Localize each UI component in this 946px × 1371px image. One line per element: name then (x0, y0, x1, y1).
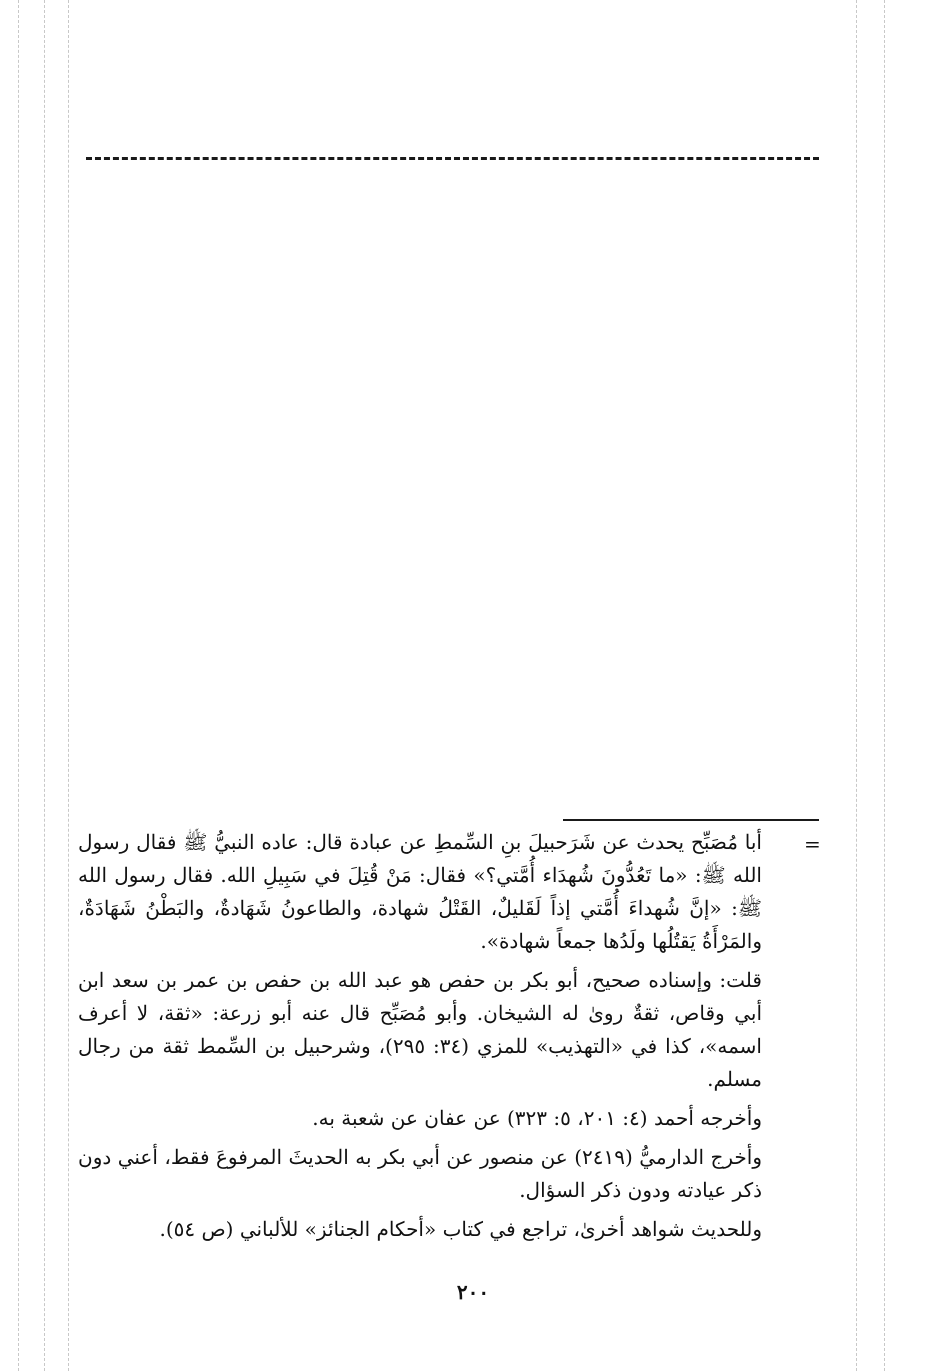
footnote-paragraph: وأخرج الدارميُّ (٢٤١٩) عن منصور عن أبي بكر به الحديثَ المرفوعَ فقط، أعني دون ذكر عيادته ودون ذكر السؤال. (78, 1145, 762, 1202)
footnote-paragraph: وأخرجه أحمد (٤: ٢٠١، ٥: ٣٢٣) عن عفان عن شعبة به. (312, 1106, 762, 1130)
scan-artifact-line (68, 0, 69, 1371)
scan-artifact-line (44, 0, 45, 1371)
scan-artifact-line (884, 0, 885, 1371)
page-number: ٢٠٠ (456, 1280, 490, 1304)
footnote-block (78, 826, 762, 1252)
scan-artifact-line (856, 0, 857, 1371)
dashed-separator (86, 157, 819, 160)
footnote-continuation-marker: = (804, 832, 821, 856)
footnote-paragraph: وللحديث شواهد أخرىٰ، تراجع في كتاب «أحكام الجنائز» للألباني (ص ٥٤). (159, 1217, 762, 1241)
footnote-paragraph: أبا مُصَبِّح يحدث عن شَرَحبيلَ بنِ السِّمطِ عن عبادة قال: عاده النبيُّ ﷺ فقال رسول الله ﷺ: «ما تَعُدُّونَ شُهدَاء أُمَّتي؟» فقال: مَنْ قُتِلَ في سَبِيلِ الله. فقال رسول الله ﷺ: «إنَّ شُهداءَ أُمَّتي إذاً لَقَليلٌ، القَتْلُ شهادة، والطاعونُ شَهَادةٌ، والبَطْنُ شَهَادَةٌ، والمَرْأَةُ يَقتُلُها ولَدُها جمعاً شهادة». (78, 830, 762, 953)
footnote-separator (563, 819, 819, 821)
scan-artifact-line (18, 0, 19, 1371)
footnote-paragraph: قلت: وإسناده صحيح، أبو بكر بن حفص هو عبد الله بن حفص بن عمر بن سعد ابن أبي وقاص، ثقةٌ روىٰ له الشيخان. وأبو مُصَبِّح قال عنه أبو زرعة: «ثقة، لا أعرف اسمه»، كذا في «التهذيب» للمزي (٣٤: ٢٩٥)، وشرحبيل بن السِّمط ثقة من رجال مسلم. (78, 968, 762, 1091)
